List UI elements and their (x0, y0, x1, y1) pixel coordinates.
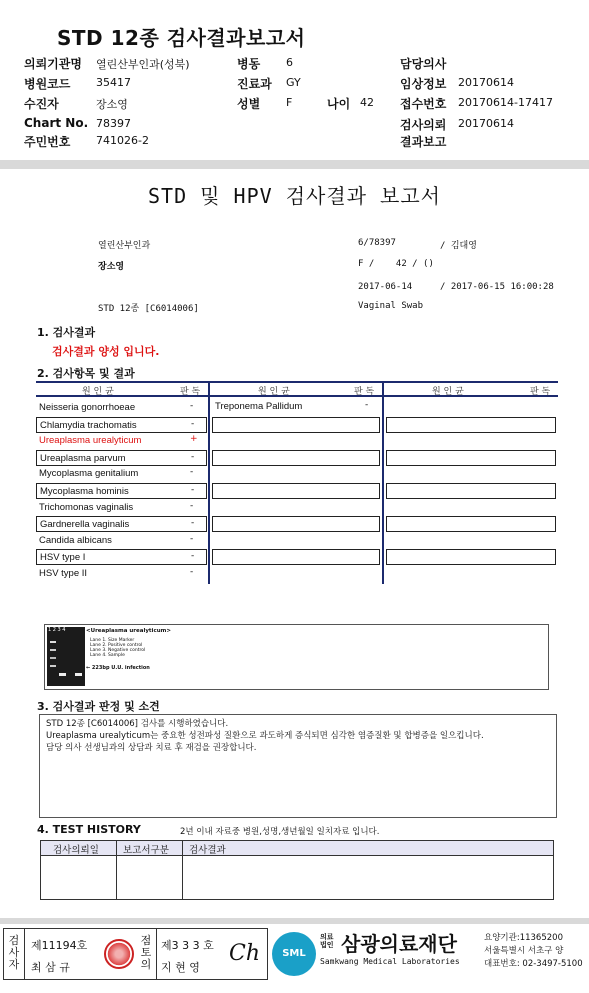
pathogen-name: Treponema Pallidum (215, 401, 303, 412)
pathogen-name: Mycoplasma hominis (40, 486, 129, 497)
label-sex: 성별 (237, 97, 261, 111)
col-header-pathogen-3: 원 인 균 (432, 387, 464, 397)
org-info-line: 서울특별시 서초구 양 (484, 946, 564, 956)
footer-divider (0, 918, 589, 924)
report-patient: 장소영 (98, 262, 125, 272)
table-row (36, 466, 207, 482)
value-chart-no: 78397 (96, 117, 131, 130)
value-test-request: 20170614 (458, 117, 514, 130)
table-row (36, 483, 207, 499)
section-1-title: 1. 검사결과 (37, 326, 96, 339)
table-row (36, 417, 207, 433)
history-divider (116, 841, 117, 899)
gel-legend-line: Lane 3. Negative control (90, 648, 146, 653)
empty-result-cell (386, 516, 556, 532)
report-doctor-line: / 김대영 (440, 241, 477, 251)
pathogen-result: - (190, 567, 194, 577)
gel-band-label: ← 223bp U.U. infection (86, 665, 150, 671)
pathogen-name: Gardnerella vaginalis (40, 519, 130, 531)
label-test-request: 검사의뢰 (400, 118, 447, 132)
col-header-result-2: 판 독 (354, 387, 375, 397)
report-date-1: 2017-06-14 (358, 282, 413, 292)
gel-legend-line: Lane 1. Size Marker (90, 638, 135, 643)
table-row (36, 450, 207, 466)
results-table (36, 381, 558, 584)
table-row (36, 516, 207, 532)
history-table-header (41, 841, 553, 856)
table-row (36, 549, 207, 565)
history-table (40, 840, 554, 900)
section-2-title: 2. 검사항목 및 결과 (37, 367, 135, 380)
gel-bands-icon (47, 627, 85, 686)
reviewer-signature: Ch (229, 941, 261, 966)
value-ward: 6 (286, 56, 293, 69)
interpretation-line: 담당 의사 선생님과의 상담과 치료 후 재검을 권장합니다. (46, 743, 257, 753)
reviewer-label-char: 토 (140, 946, 152, 959)
reviewer-label-char: 점 (140, 934, 152, 947)
inspector-label-char: 자 (8, 958, 20, 971)
empty-result-cell (386, 417, 556, 433)
value-requesting-institution: 열린산부인과(성북) (96, 58, 190, 71)
empty-result-cell (386, 483, 556, 499)
empty-result-cell (386, 549, 556, 565)
report-hospital: 열린산부인과 (98, 241, 151, 251)
org-type-label (320, 933, 334, 949)
pathogen-result: - (365, 400, 369, 410)
history-note: 2년 이내 자료중 병원,성명,생년월일 일치자료 입니다. (180, 827, 380, 837)
empty-result-cell (212, 549, 380, 565)
header-divider (0, 160, 589, 169)
reviewer-license: 제3 3 3 호 (161, 939, 214, 952)
org-type-line: 의료 (320, 933, 334, 941)
value-age: 42 (360, 96, 374, 109)
history-divider (182, 841, 183, 899)
inspector-label-char: 사 (8, 946, 20, 959)
org-name: 삼광의료재단 (341, 932, 457, 956)
table-row (36, 433, 207, 449)
interpretation-line: STD 12종 [C6014006] 검사를 시행하였습니다. (46, 719, 229, 729)
label-age: 나이 (327, 97, 351, 111)
pathogen-result: - (190, 533, 194, 544)
gel-electrophoresis-image (47, 627, 85, 686)
org-info-line: 요양기관:11365200 (484, 933, 563, 943)
gel-legend-line: Lane 2. Positive control (90, 643, 143, 648)
pathogen-result: - (191, 518, 195, 529)
pathogen-result: - (190, 500, 194, 511)
gel-title: <Ureaplasma urealyticum> (86, 628, 171, 634)
report-title: STD 및 HPV 검사결과 보고서 (148, 184, 441, 208)
pathogen-name: Mycoplasma genitalium (39, 468, 139, 480)
report-id-line: 6/78397 (358, 238, 396, 248)
reviewer-name: 지 현 영 (161, 961, 200, 974)
org-info-line: 대표번호: 02-3497-5100 (484, 959, 583, 969)
col-header-pathogen-2: 원 인 균 (258, 387, 290, 397)
label-resident-no: 주민번호 (24, 135, 71, 149)
history-col-result: 검사결과 (189, 845, 226, 856)
value-sex: F (286, 96, 293, 109)
value-hospital-code: 35417 (96, 76, 131, 89)
col-header-result-1: 판 독 (180, 387, 201, 397)
report-sex-age: F / 42 / () (358, 259, 434, 269)
pathogen-result: + (190, 434, 198, 445)
label-hospital-code: 병원코드 (24, 77, 71, 91)
pathogen-result: - (190, 401, 194, 411)
history-col-report-type: 보고서구분 (123, 845, 169, 856)
gel-legend-line: Lane 4. Sample (90, 653, 125, 658)
pathogen-result: - (190, 467, 194, 478)
col-header-result-3: 판 독 (530, 387, 551, 397)
pathogen-result: - (191, 485, 195, 495)
interpretation-line: Ureaplasma urealyticum는 중요한 성전파성 질환으로 과도하게 증식되면 심각한 염증질환 및 합병증을 일으킵니다. (46, 731, 484, 741)
label-patient: 수진자 (24, 97, 59, 111)
signature-box (3, 928, 268, 980)
pathogen-name: HSV type II (39, 568, 88, 579)
label-result-report: 결과보고 (400, 135, 447, 149)
empty-result-cell (212, 483, 380, 499)
col-header-pathogen-1: 원 인 균 (82, 387, 114, 397)
section-4-title: 4. TEST HISTORY (37, 823, 141, 836)
pathogen-name: HSV type I (40, 552, 86, 564)
column-divider-1 (208, 381, 210, 584)
pathogen-result: - (191, 451, 195, 462)
interpretation-box (39, 714, 557, 818)
label-department: 진료과 (237, 77, 272, 91)
empty-result-cell (212, 450, 380, 466)
table-row (36, 566, 207, 582)
value-clinical-info: 20170614 (458, 76, 514, 89)
section-3-title: 3. 검사결과 판정 및 소견 (37, 700, 160, 713)
gel-lane-numbers: 1 2 3 4 (48, 627, 66, 633)
table-row (212, 399, 380, 415)
inspector-label (5, 935, 23, 971)
table-row (36, 533, 207, 549)
pathogen-name: Candida albicans (39, 534, 112, 546)
label-ward: 병동 (237, 57, 261, 71)
sign-divider (156, 929, 157, 979)
pathogen-name: Trichomonas vaginalis (39, 501, 134, 513)
inspector-name: 최 삼 규 (31, 961, 70, 974)
pathogen-name: Chlamydia trachomatis (40, 419, 137, 431)
positive-result-text: 검사결과 양성 입니다. (52, 345, 160, 358)
label-requesting-institution: 의뢰기관명 (24, 57, 82, 71)
org-type-line: 법인 (320, 941, 334, 949)
label-receipt-no: 접수번호 (400, 97, 447, 111)
value-resident-no: 741026-2 (96, 134, 149, 147)
pathogen-result: - (191, 551, 195, 562)
pathogen-name: Neisseria gonorrhoeae (39, 402, 136, 413)
inspector-license: 제11194호 (31, 939, 88, 952)
sign-divider (24, 929, 25, 979)
results-table-header (36, 381, 558, 397)
inspector-label-char: 검 (8, 934, 20, 947)
inspector-seal-icon (104, 939, 134, 969)
value-department: GY (286, 76, 301, 89)
sml-logo-icon: SML (272, 932, 316, 976)
reviewer-label (137, 935, 155, 971)
empty-result-cell (212, 516, 380, 532)
reviewer-label-char: 의 (140, 958, 152, 971)
org-contact-info (484, 932, 583, 971)
pathogen-name: Ureaplasma parvum (40, 452, 126, 464)
report-test-code: STD 12종 [C6014006] (98, 304, 199, 314)
table-row (36, 400, 207, 416)
report-date-2: / 2017-06-15 16:00:28 (440, 282, 554, 292)
label-chart-no: Chart No. (24, 116, 89, 130)
pathogen-result: - (191, 418, 195, 429)
table-row (36, 500, 207, 516)
pathogen-name: Ureaplasma urealyticum (39, 435, 142, 447)
gel-legend (90, 638, 145, 658)
empty-result-cell (386, 450, 556, 466)
label-clinical-info: 임상정보 (400, 77, 447, 91)
org-english-name: Samkwang Medical Laboratories (320, 957, 460, 966)
column-divider-2 (382, 381, 384, 584)
value-receipt-no: 20170614-17417 (458, 96, 553, 109)
value-patient: 장소영 (96, 98, 128, 111)
label-attending-doctor: 담당의사 (400, 57, 447, 71)
report-specimen: Vaginal Swab (358, 301, 424, 311)
history-col-request-date: 검사의뢰일 (53, 845, 99, 856)
empty-result-cell (212, 417, 380, 433)
report-main-title: STD 12종 검사결과보고서 (57, 26, 306, 50)
